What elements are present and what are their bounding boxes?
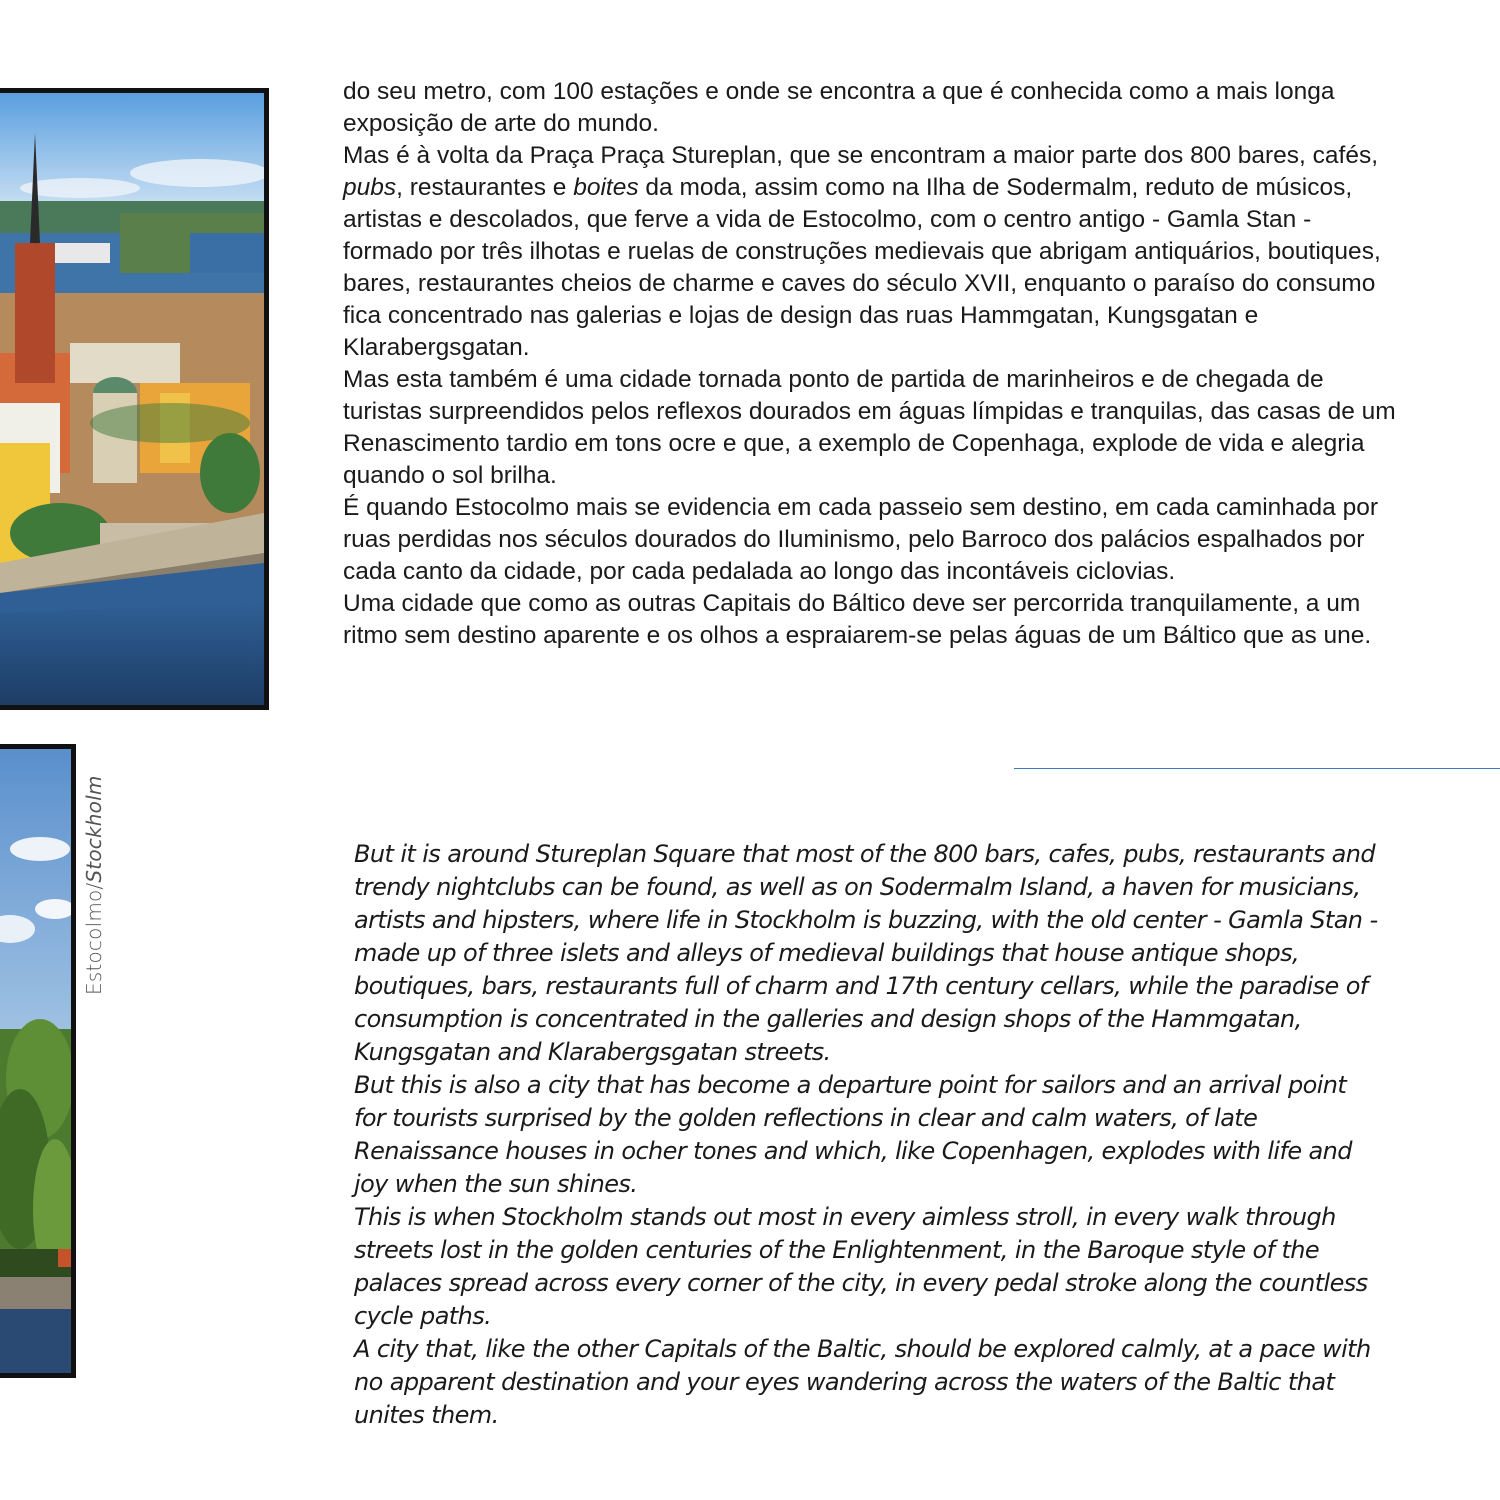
stockholm-gamla-stan-aerial-photo <box>0 88 269 710</box>
text-segment: da moda, assim como na Ilha de Sodermalm, reduto de músicos, artistas e descolados, que ferve a vida de Estocolmo, com o centro antigo - Gamla Stan - formado por três ilhotas e ruelas de construções medievais que abrigam antiquários, boutiques, bares, restaurantes cheios de charme e caves do século XVII, enquanto o paraíso do consumo fica concentrado nas galerias e lojas de design das ruas Hammgatan, Kungsgatan e Klarabergsgatan. <box>343 174 1381 361</box>
text-segment: Mas é à volta da Praça Praça Stureplan, que se encontram a maior parte dos 800 bares, cafés, <box>343 142 1379 169</box>
english-paragraph-4: A city that, like the other Capitals of the Baltic, should be explored calmly, at a pace with no apparent destination and your eyes wandering across the waters of the Baltic that unites them. <box>354 1335 1371 1429</box>
text-segment: , restaurantes e <box>396 174 574 201</box>
portuguese-paragraph-1: do seu metro, com 100 estações e onde se encontra a que é conhecida como a mais longa exposição de arte do mundo. <box>343 78 1335 137</box>
italic-term: pubs <box>343 174 397 201</box>
stockholm-gamla-stan-aerial-photo-image <box>0 93 264 705</box>
stockholm-waterfront-trees-photo <box>0 744 76 1378</box>
caption-portuguese: Estocolmo <box>82 889 106 995</box>
portuguese-paragraph-2 <box>343 140 1403 364</box>
italic-term: boites <box>573 174 639 201</box>
english-paragraph-2: But this is also a city that has become a departure point for sailors and an arrival point for tourists surprised by the golden reflections in clear and calm waters, of late Renaissance houses in ocher tones and which, like Copenhagen, explodes with life and joy when the sun shines. <box>354 1071 1352 1198</box>
english-paragraph-1: But it is around Stureplan Square that most of the 800 bars, cafes, pubs, restaurants and trendy nightclubs can be found, as well as on Sodermalm Island, a haven for musicians, artists and hipsters, where life in Stockholm is buzzing, with the old center - Gamla Stan - made up of three islets and alleys of medieval buildings that house antique shops, boutiques, bars, restaurants full of charm and 17th century cellars, while the paradise of consumption is concentrated in the galleries and design shops of the Hammgatan, Kungsgatan and Klarabergsgatan streets. <box>354 840 1378 1066</box>
photo-caption <box>82 775 106 995</box>
english-paragraph-3: This is when Stockholm stands out most in every aimless stroll, in every walk through streets lost in the golden centuries of the Enlightenment, in the Baroque style of the palaces spread across every corner of the city, in every pedal stroke along the countless cycle paths. <box>354 1203 1368 1330</box>
stockholm-waterfront-trees-photo-image <box>0 749 71 1373</box>
portuguese-paragraph-3: Mas esta também é uma cidade tornada ponto de partida de marinheiros e de chegada de turistas surpreendidos pelos reflexos dourados em águas límpidas e tranquilas, das casas de um Renascimento tardio em tons ocre e que, a exemplo de Copenhaga, explode de vida e alegria quando o sol brilha. <box>343 366 1396 489</box>
portuguese-text <box>343 76 1403 652</box>
caption-separator: / <box>82 882 106 890</box>
section-divider <box>1014 768 1500 769</box>
portuguese-paragraph-5: Uma cidade que como as outras Capitais do Báltico deve ser percorrida tranquilamente, a um ritmo sem destino aparente e os olhos a espraiarem-se pelas águas de um Báltico que as une. <box>343 590 1372 649</box>
portuguese-paragraph-4: É quando Estocolmo mais se evidencia em cada passeio sem destino, em cada caminhada por ruas perdidas nos séculos dourados do Iluminismo, pelo Barroco dos palácios espalhados por cada canto da cidade, por cada pedalada ao longo das incontáveis ciclovias. <box>343 494 1379 585</box>
caption-english: Stockholm <box>82 775 106 883</box>
english-text <box>354 838 1384 1432</box>
